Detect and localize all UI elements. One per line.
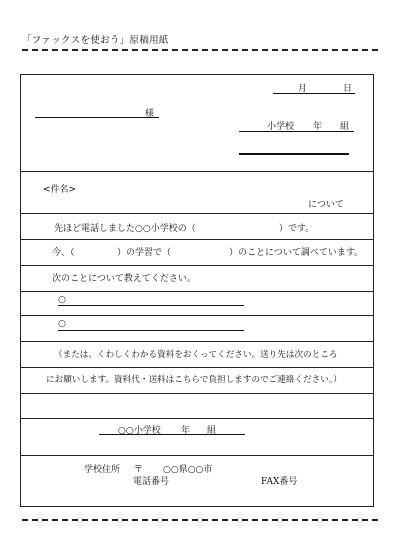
fax-label: FAX番号 — [261, 477, 298, 487]
line-3-text: 次のことについて教えてください。 — [52, 274, 196, 284]
recipient-underline — [35, 117, 159, 118]
page-title: 「ファックスを使おう」原稿用紙 — [22, 35, 169, 46]
line-2-b: ）の学習で（ — [117, 248, 172, 258]
sender-name-underline — [239, 153, 349, 155]
question-2-underline — [58, 330, 244, 331]
subject-label: <件名> — [43, 185, 77, 195]
row-divider — [21, 239, 373, 240]
line-5-text: にお願いします。資料代・送料はこちらで負担しますのでご連絡ください。） — [46, 375, 342, 385]
header-class-label: 組 — [340, 122, 350, 132]
row-divider — [21, 418, 373, 419]
top-cut-line — [22, 49, 378, 51]
line-1-end: ）です。 — [279, 224, 315, 234]
row-divider — [21, 213, 373, 214]
row-divider — [21, 341, 373, 342]
question-1-underline — [58, 305, 244, 306]
line-2-a: 今、（ — [52, 248, 75, 258]
postal-mark: 〒 — [134, 465, 144, 475]
sender-year: 年 — [181, 426, 191, 436]
row-divider — [21, 315, 373, 316]
recipient-sama: 様 — [145, 109, 155, 119]
address-value: ○○県○○市 — [163, 465, 213, 475]
fax-form — [20, 74, 374, 507]
sender-school: ○○小学校 — [118, 426, 161, 436]
header-year-label: 年 — [313, 122, 323, 132]
day-label: 日 — [343, 84, 353, 94]
address-label: 学校住所 — [84, 465, 121, 475]
question-1-marker: ○ — [58, 295, 66, 305]
subject-about: について — [308, 200, 344, 210]
row-divider — [21, 265, 373, 266]
row-divider — [21, 367, 373, 368]
row-divider — [21, 455, 373, 456]
line-1-text: 先ほど電話しました○○小学校の（ — [54, 224, 196, 234]
line-2-c: ）のことについて調べています。 — [229, 248, 364, 258]
line-4-text: （または、くわしくわかる資料をおくってください。送り先は次のところ — [54, 350, 338, 360]
header-school-label: 小学校 — [267, 122, 295, 132]
date-underline — [273, 93, 355, 94]
bottom-cut-line — [22, 519, 378, 521]
question-2-marker: ○ — [58, 319, 66, 329]
sender-class: 組 — [207, 426, 217, 436]
month-label: 月 — [298, 84, 308, 94]
row-divider — [21, 291, 373, 292]
phone-label: 電話番号 — [133, 477, 170, 487]
row-divider — [21, 393, 373, 394]
row-divider — [21, 171, 373, 172]
sender-underline — [99, 434, 245, 435]
school-underline — [239, 131, 354, 132]
